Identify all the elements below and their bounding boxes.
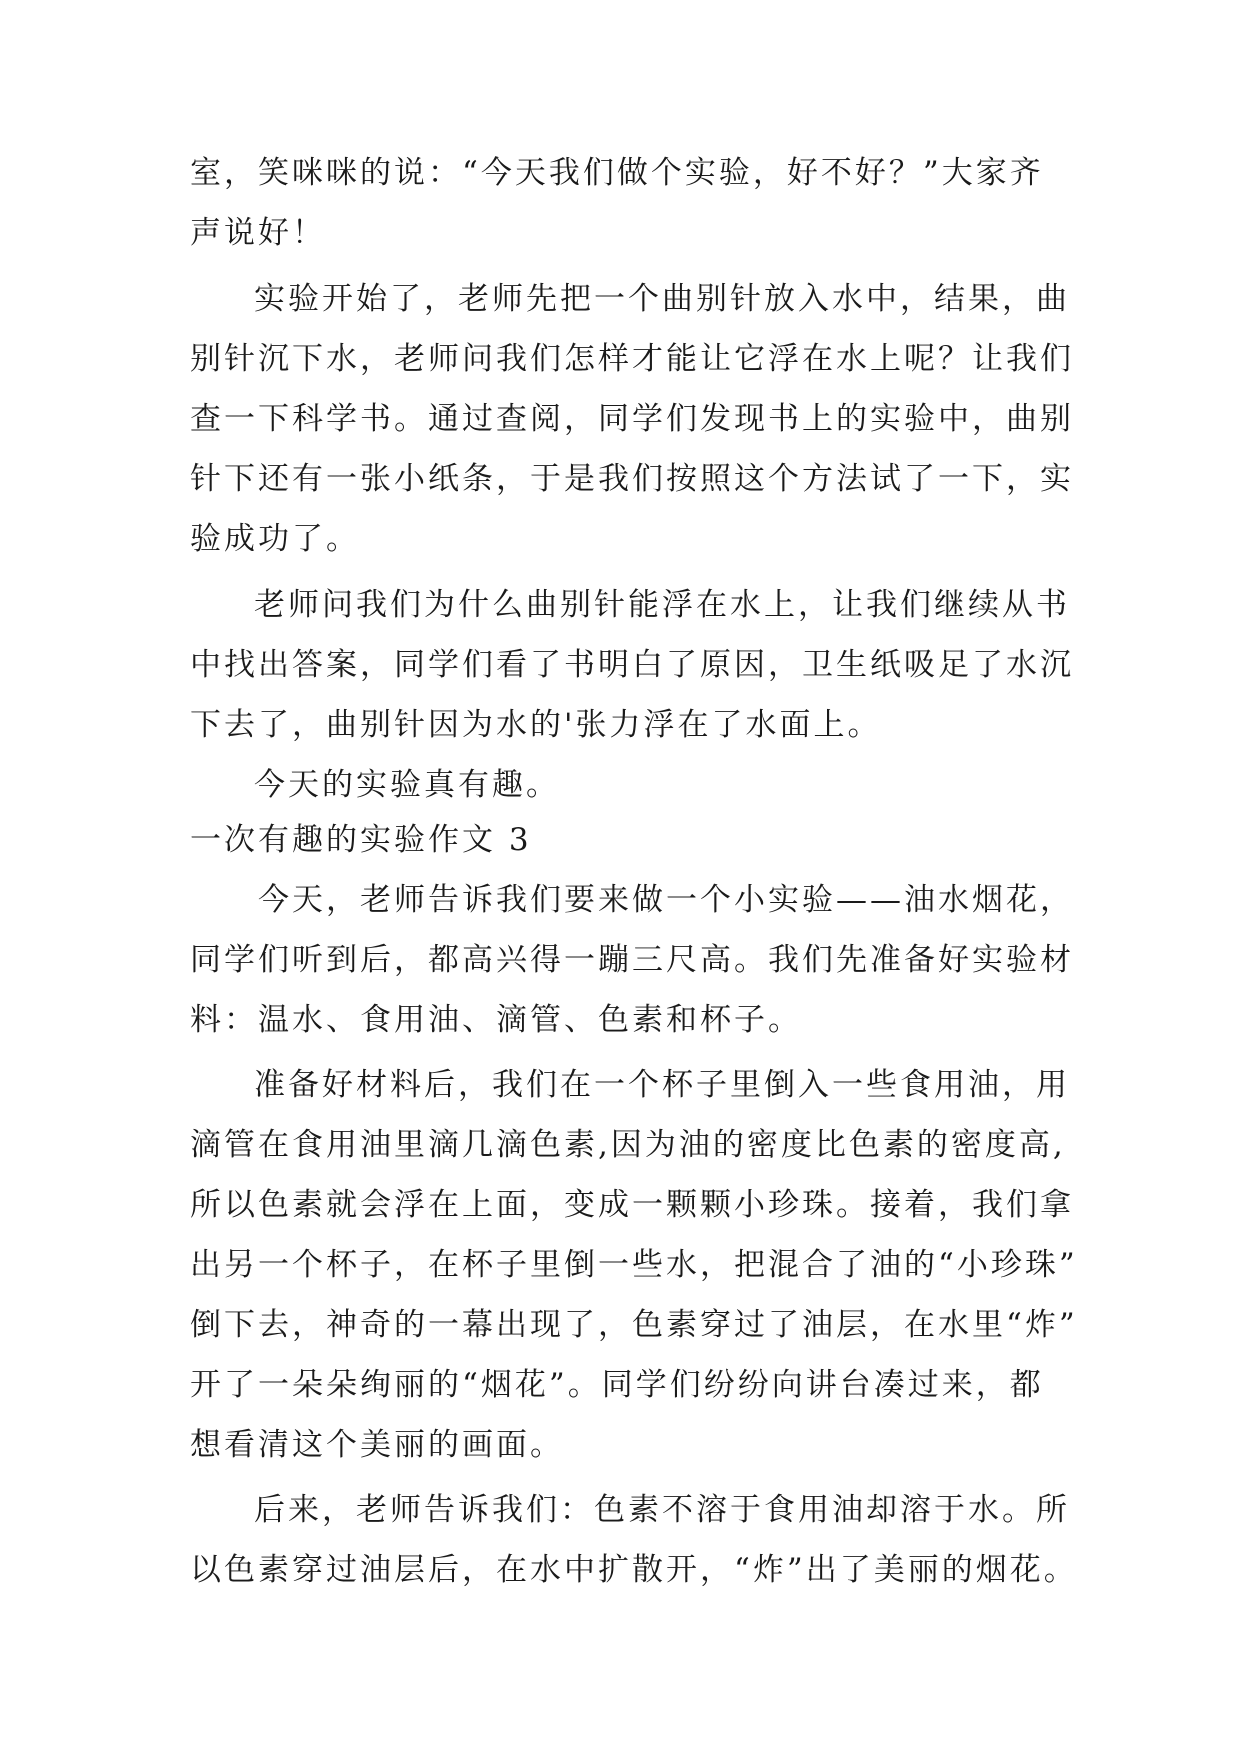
text-line [0, 1355, 1241, 1415]
text-line-content: 以色素穿过油层后，在水中扩散开，“炸”出了美丽的烟花。 [190, 1552, 1078, 1588]
text-line [0, 1175, 1241, 1235]
text-line-content: 中找出答案，同学们看了书明白了原因，卫生纸吸足了水沉 [190, 647, 1074, 683]
text-line-content: 今天的实验真有趣。 [254, 767, 560, 803]
text-line-content: 料：温水、食用油、滴管、色素和杯子。 [190, 1002, 802, 1038]
section-heading [0, 810, 1241, 870]
text-line [0, 635, 1241, 695]
text-line [0, 1115, 1241, 1175]
text-line [0, 203, 1241, 263]
paragraph-first-line [0, 1055, 1241, 1115]
text-line-content: 验成功了。 [190, 521, 360, 557]
paragraph-first-line [0, 269, 1241, 329]
paragraph-first-line [0, 755, 1241, 815]
text-line [0, 1235, 1241, 1295]
text-line-content: 室，笑咪咪的说：“今天我们做个实验，好不好？”大家齐 [190, 155, 1044, 191]
text-line [0, 389, 1241, 449]
section-heading-text: 一次有趣的实验作文 3 [190, 822, 532, 858]
text-line-content: 今天，老师告诉我们要来做一个小实验——油水烟花， [258, 882, 1074, 918]
text-line [0, 695, 1241, 755]
text-line-content: 滴管在食用油里滴几滴色素,因为油的密度比色素的密度高, [190, 1127, 1066, 1163]
text-line-content: 开了一朵朵绚丽的“烟花”。同学们纷纷向讲台凑过来，都 [190, 1367, 1044, 1403]
text-line-content: 针下还有一张小纸条，于是我们按照这个方法试了一下，实 [190, 461, 1074, 497]
text-line [0, 990, 1241, 1050]
text-line-content: 准备好材料后，我们在一个杯子里倒入一些食用油，用 [254, 1067, 1070, 1103]
text-line [0, 143, 1241, 203]
text-line-content: 同学们听到后，都高兴得一蹦三尺高。我们先准备好实验材 [190, 942, 1074, 978]
text-line [0, 449, 1241, 509]
text-line-content: 后来，老师告诉我们：色素不溶于食用油却溶于水。所 [254, 1492, 1070, 1528]
text-line [0, 329, 1241, 389]
paragraph-first-line [0, 575, 1241, 635]
text-line [0, 1295, 1241, 1355]
text-line-content: 下去了，曲别针因为水的'张力浮在了水面上。 [190, 707, 882, 743]
text-line-content: 出另一个杯子，在杯子里倒一些水，把混合了油的“小珍珠” [190, 1247, 1078, 1283]
text-line-content: 倒下去，神奇的一幕出现了，色素穿过了油层，在水里“炸” [190, 1307, 1078, 1343]
paragraph-first-line [0, 1480, 1241, 1540]
text-line [0, 509, 1241, 569]
text-line-content: 查一下科学书。通过查阅，同学们发现书上的实验中，曲别 [190, 401, 1074, 437]
text-line-content: 想看清这个美丽的画面。 [190, 1427, 564, 1463]
text-line [0, 1540, 1241, 1600]
paragraph-first-line [0, 870, 1241, 930]
text-line [0, 930, 1241, 990]
text-line-content: 声说好！ [190, 215, 326, 251]
text-line-content: 实验开始了，老师先把一个曲别针放入水中，结果，曲 [254, 281, 1070, 317]
text-line-content: 所以色素就会浮在上面，变成一颗颗小珍珠。接着，我们拿 [190, 1187, 1074, 1223]
text-line [0, 1415, 1241, 1475]
text-line-content: 老师问我们为什么曲别针能浮在水上，让我们继续从书 [254, 587, 1070, 623]
text-line-content: 别针沉下水，老师问我们怎样才能让它浮在水上呢？让我们 [190, 341, 1074, 377]
